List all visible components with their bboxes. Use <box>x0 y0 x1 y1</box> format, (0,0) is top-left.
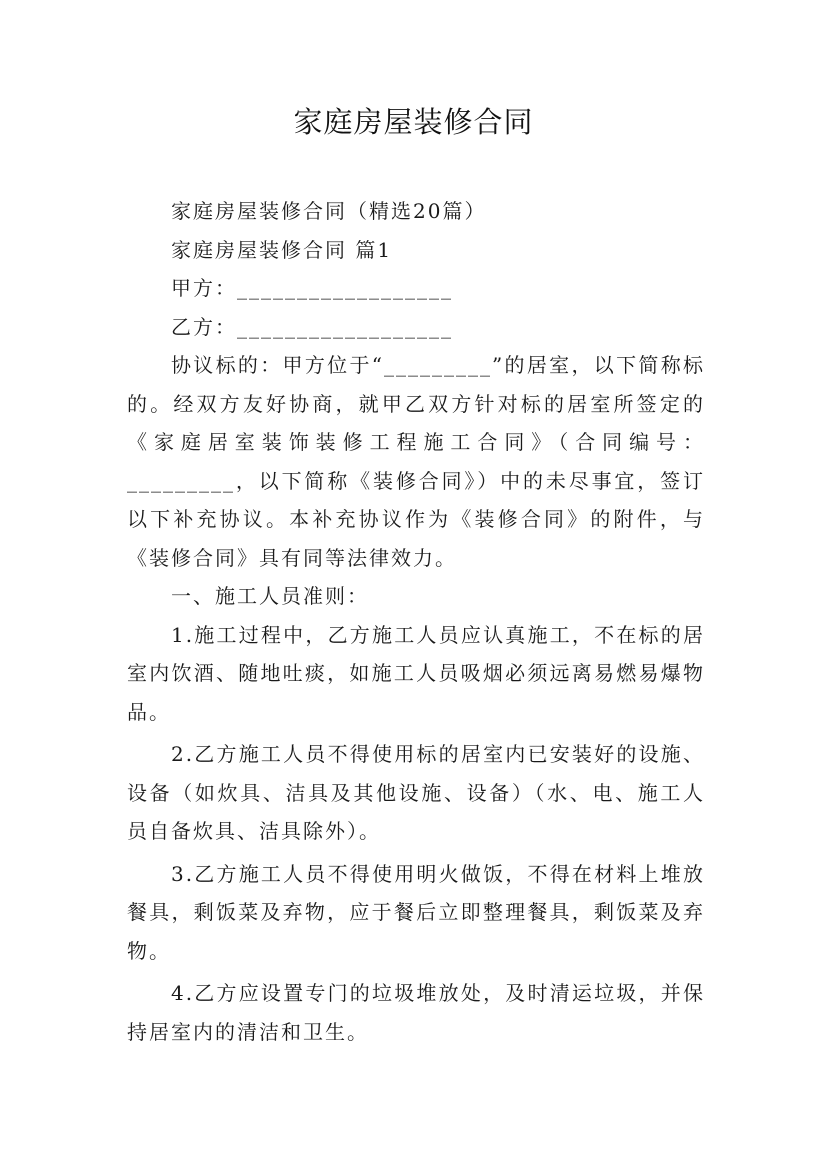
paragraph-rule-1: 1.施工过程中，乙方施工人员应认真施工，不在标的居室内饮酒、随地吐痰，如施工人员吸烟必须远离易燃易爆物品。 <box>127 622 705 724</box>
paragraph-rule-2: 2.乙方施工人员不得使用标的居室内已安装好的设施、设备（如炊具、洁具及其他设施、设备）（水、电、施工人员自备炊具、洁具除外）。 <box>127 742 705 843</box>
paragraph-rule-4: 4.乙方应设置专门的垃圾堆放处，及时清运垃圾，并保持居室内的清洁和卫生。 <box>127 981 705 1044</box>
paragraph-party-a: 甲方：__________________ <box>171 276 453 300</box>
paragraph-worker-rules-heading: 一、施工人员准则： <box>171 584 369 608</box>
paragraph-agreement-subject: 协议标的：甲方位于“_________”的居室，以下简称标的。经双方友好协商，就甲乙双方针对标的居室所签定的《家庭居室装饰装修工程施工合同》（合同编号：_________，以下简称《装修合同》）中的未尽事宜，签订以下补充协议。本补充协议作为《装修合同》的附件，与《装修合同》具有同等法律效力。 <box>127 353 705 570</box>
paragraph-rule-3: 3.乙方施工人员不得使用明火做饭，不得在材料上堆放餐具，剩饭菜及弃物，应于餐后立即整理餐具，剩饭菜及弃物。 <box>127 861 705 963</box>
document-body <box>127 192 705 1051</box>
paragraph-section-heading: 家庭房屋装修合同 篇1 <box>171 237 393 262</box>
paragraph-party-b: 乙方：__________________ <box>171 314 453 339</box>
document-title: 家庭房屋装修合同 <box>293 105 534 139</box>
paragraph-subtitle: 家庭房屋装修合同（精选20篇） <box>171 199 487 223</box>
